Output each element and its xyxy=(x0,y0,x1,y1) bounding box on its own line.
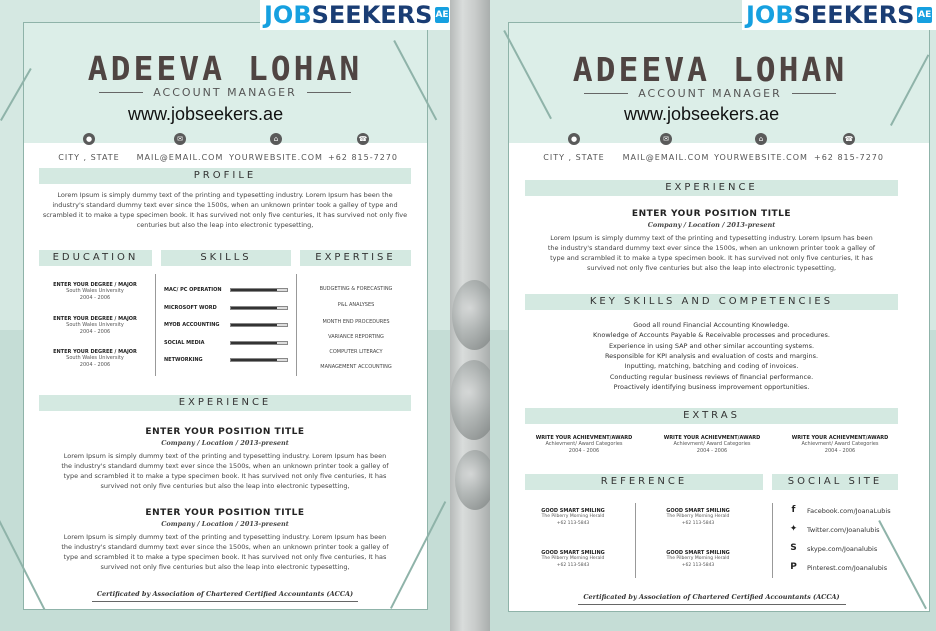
contact-location: ● CITY , STATE xyxy=(543,135,605,162)
twitter-icon: ✦ xyxy=(789,524,798,534)
position-title: ENTER YOUR POSITION TITLE xyxy=(631,209,792,219)
reference-item: GOOD SMART SMILING The Pilberry Morning Herald +62 113-5843 xyxy=(541,508,605,526)
position-title: ENTER YOUR POSITION TITLE xyxy=(145,508,305,518)
competency-item: Inputting, matching, batching and coding of invoices. xyxy=(624,362,799,370)
contact-phone: ☎ +62 815-7270 xyxy=(328,135,398,162)
mail-icon: ✉ xyxy=(660,133,672,145)
role-heading xyxy=(510,87,910,100)
position-company: Company / Location / 2013-present xyxy=(647,221,776,229)
jobseekers-logo[interactable]: JOBSEEKERS AE xyxy=(260,0,450,30)
competency-item: Responsible for KPI analysis and evaluation of costs and margins. xyxy=(604,352,819,360)
certificate-note: Certificated by Association of Chartered Certified Accountants (ACCA) xyxy=(583,593,840,601)
contact-email: ✉ MAIL@EMAIL.COM xyxy=(622,135,710,162)
location-pin-icon: ● xyxy=(83,133,95,145)
website-watermark: www.jobseekers.ae xyxy=(128,104,284,124)
competencies-heading: KEY SKILLS AND COMPETENCIES xyxy=(525,294,898,310)
contact-email: ✉ MAIL@EMAIL.COM xyxy=(136,135,224,162)
social-pinterest[interactable]: P Pinterest.com/Joanalubis xyxy=(788,562,887,573)
floral-decoration xyxy=(455,450,495,510)
jobseekers-logo[interactable]: JOBSEEKERS AE xyxy=(742,0,936,30)
reference-item: GOOD SMART SMILING The Pilberry Morning Herald +62 113-5843 xyxy=(541,550,605,568)
education-item: ENTER YOUR DEGREE / MAJOR South Wales University 2004 - 2006 xyxy=(53,282,137,301)
competency-item: Experience in using SAP and other similar accounting systems. xyxy=(608,342,815,350)
skill-row: MICROSOFT WORD xyxy=(164,305,288,311)
skill-level-bar xyxy=(231,307,277,309)
role-heading xyxy=(30,86,420,99)
profile-heading: PROFILE xyxy=(39,168,411,184)
skill-level-bar xyxy=(231,324,277,326)
competency-item: Good all round Financial Accounting Knowledge. xyxy=(633,321,790,329)
reference-item: GOOD SMART SMILING The Pilberry Morning Herald +62 113-5843 xyxy=(666,508,730,526)
expertise-item: COMPUTER LITERACY xyxy=(329,349,383,355)
phone-icon: ☎ xyxy=(844,135,854,143)
resume-page-1 xyxy=(0,0,450,631)
expertise-item: P&L ANALYSES xyxy=(337,302,375,308)
social-facebook[interactable]: f Facebook.com/JoanaLubis xyxy=(788,505,891,516)
extra-item: WRITE YOUR ACHIEVMENT/AWARD Achievment/ Award Categories 2004 - 2006 xyxy=(663,435,761,454)
social-heading: SOCIAL SITE xyxy=(772,474,898,490)
position-description: Lorem Ipsum is simply dummy text of the printing and typesetting industry. Lorem Ipsum has been the industry's standard dummy text ever since the 1500s, when an unknown printer took a galley of type and scrambled it to make a type specimen book. It has survived not only five centuries, It has survived not only five centuries but also the leap into electronic typesetting, xyxy=(61,452,389,490)
skill-level-bar xyxy=(231,359,277,361)
expertise-item: VARIANCE REPORTING xyxy=(328,334,384,340)
position-title: ENTER YOUR POSITION TITLE xyxy=(145,427,305,437)
expertise-item: MANAGEMENT ACCOUNTING xyxy=(320,364,392,370)
logo-badge: AE xyxy=(435,7,448,23)
candidate-name: ADEEVA LOHAN xyxy=(572,50,848,89)
experience-heading: EXPERIENCE xyxy=(39,395,411,411)
resume-page-2 xyxy=(490,0,936,631)
extras-heading: EXTRAS xyxy=(525,408,898,424)
pinterest-icon: P xyxy=(790,562,797,572)
skill-row: MYOB ACCOUNTING xyxy=(164,322,288,328)
facebook-icon: f xyxy=(791,505,796,515)
candidate-role: ACCOUNT MANAGER xyxy=(153,86,297,99)
phone-icon: ☎ xyxy=(358,135,368,143)
location-pin-icon: ● xyxy=(568,133,580,145)
certificate-note: Certificated by Association of Chartered Certified Accountants (ACCA) xyxy=(96,590,354,598)
competency-item: Knowledge of Accounts Payable & Receivable processes and procedures. xyxy=(593,331,830,339)
reference-heading: REFERENCE xyxy=(525,474,763,490)
skill-row: SOCIAL MEDIA xyxy=(164,340,288,346)
contact-phone: ☎ +62 815-7270 xyxy=(814,135,884,162)
candidate-name: ADEEVA LOHAN xyxy=(87,49,363,88)
contact-location: ● CITY , STATE xyxy=(58,135,120,162)
competency-item: Conducting regular business reviews of financial performance. xyxy=(609,373,814,381)
experience-heading: EXPERIENCE xyxy=(525,180,898,196)
competency-item: Proactively identifying business improvement opportunities. xyxy=(613,383,810,391)
skills-heading: SKILLS xyxy=(161,250,291,266)
education-heading: EDUCATION xyxy=(39,250,152,266)
expertise-heading: EXPERTISE xyxy=(300,250,411,266)
extra-item: WRITE YOUR ACHIEVMENT/AWARD Achievment/ Award Categories 2004 - 2006 xyxy=(791,435,889,454)
website-watermark: www.jobseekers.ae xyxy=(624,104,780,124)
candidate-role: ACCOUNT MANAGER xyxy=(638,87,782,100)
social-twitter[interactable]: ✦ Twitter.com/Joanalubis xyxy=(789,524,880,534)
contact-website: ⌂ YOURWEBSITE.COM xyxy=(229,135,323,162)
expertise-item: MONTH END PROCEDURES xyxy=(322,319,390,325)
expertise-item: BUDGETING & FORECASTING xyxy=(319,286,393,292)
mail-icon: ✉ xyxy=(174,133,186,145)
education-item: ENTER YOUR DEGREE / MAJOR South Wales University 2004 - 2006 xyxy=(53,316,137,335)
position-description: Lorem Ipsum is simply dummy text of the printing and typesetting industry. Lorem Ipsum has been the industry's standard dummy text ever since the 1500s, when an unknown printer took a galley of type and scrambled it to make a type specimen book. It has survived not only five centuries, It has survived not only five centuries but also the leap into electronic typesetting, xyxy=(547,234,876,272)
skill-level-bar xyxy=(231,289,277,291)
skill-row: MAC/ PC OPERATION xyxy=(164,287,288,293)
position-company: Company / Location / 2013-present xyxy=(161,520,289,528)
profile-text: Lorem Ipsum is simply dummy text of the printing and typesetting industry. Lorem Ipsum has been the industry's standard dummy text ever since the 1500s, when an unknown printer took a galley of type and scrambled it to make a type specimen book. It has survived not only five centuries, It has survived not only five centuries but also the leap into electronic typesetting, xyxy=(42,191,408,229)
contact-website: ⌂ YOURWEBSITE.COM xyxy=(714,135,808,162)
skype-icon: S xyxy=(790,543,797,553)
home-icon: ⌂ xyxy=(755,133,767,145)
home-icon: ⌂ xyxy=(270,133,282,145)
logo-badge: AE xyxy=(917,7,932,23)
education-item: ENTER YOUR DEGREE / MAJOR South Wales University 2004 - 2006 xyxy=(53,349,137,368)
position-description: Lorem Ipsum is simply dummy text of the printing and typesetting industry. Lorem Ipsum has been the industry's standard dummy text ever since the 1500s, when an unknown printer took a galley of type and scrambled it to make a type specimen book. It has survived not only five centuries, It has survived not only five centuries but also the leap into electronic typesetting, xyxy=(61,533,389,571)
reference-item: GOOD SMART SMILING The Pilberry Morning Herald +62 113-5843 xyxy=(666,550,730,568)
position-company: Company / Location / 2013-present xyxy=(161,439,289,447)
skill-row: NETWORKING xyxy=(164,357,288,363)
skill-level-bar xyxy=(231,342,277,344)
social-skype[interactable]: S skype.com/Joanalubis xyxy=(788,543,877,554)
extra-item: WRITE YOUR ACHIEVMENT/AWARD Achievment/ Award Categories 2004 - 2006 xyxy=(535,435,633,454)
